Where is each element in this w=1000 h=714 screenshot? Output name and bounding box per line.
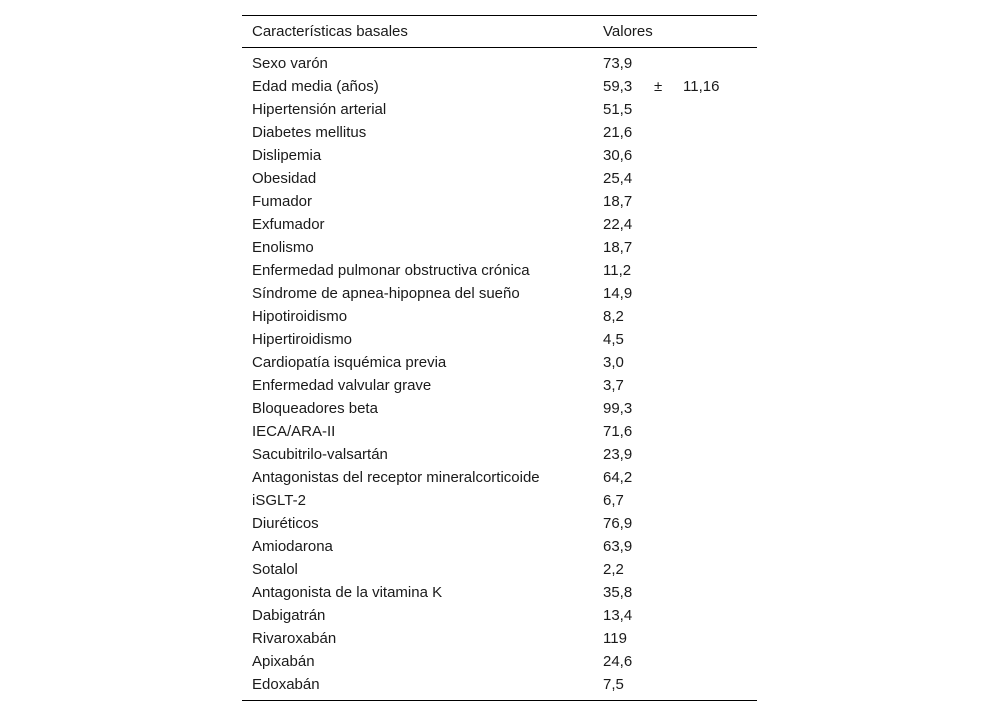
- row-label: Hipertiroidismo: [252, 331, 353, 348]
- row-label: Amiodarona: [252, 538, 333, 555]
- table-row: [242, 397, 757, 420]
- row-label: Hipotiroidismo: [252, 308, 348, 325]
- row-value: 23,9: [603, 446, 633, 463]
- table-row: [242, 144, 757, 167]
- table-header-row: [242, 16, 757, 47]
- row-value: 99,3: [603, 400, 633, 417]
- row-value: 25,4: [603, 170, 633, 187]
- table-row: [242, 236, 757, 259]
- row-value: 76,9: [603, 515, 633, 532]
- row-label: Enfermedad valvular grave: [252, 377, 432, 394]
- row-label: Enolismo: [252, 239, 314, 256]
- row-label: Exfumador: [252, 216, 325, 233]
- table-row: [242, 627, 757, 650]
- table-row: [242, 121, 757, 144]
- row-label: Síndrome de apnea-hipopnea del sueño: [252, 285, 520, 302]
- row-label: Hipertensión arterial: [252, 101, 387, 118]
- table-body: [242, 48, 757, 700]
- table-row: [242, 190, 757, 213]
- row-value: 35,8: [603, 584, 633, 601]
- row-label: Edoxabán: [252, 676, 320, 693]
- row-value: 3,7: [603, 377, 624, 394]
- row-value: 2,2: [603, 561, 624, 578]
- table-row: [242, 650, 757, 673]
- row-value: 4,5: [603, 331, 624, 348]
- row-value: 73,9: [603, 55, 633, 72]
- row-label: Apixabán: [252, 653, 315, 670]
- header-values: Valores: [603, 23, 653, 40]
- row-value: 30,6: [603, 147, 633, 164]
- row-label: iSGLT-2: [252, 492, 306, 509]
- row-value: 13,4: [603, 607, 633, 624]
- row-value: 14,9: [603, 285, 633, 302]
- row-value: 22,4: [603, 216, 633, 233]
- row-label: Dabigatrán: [252, 607, 326, 624]
- table-row: [242, 604, 757, 627]
- row-label: Bloqueadores beta: [252, 400, 378, 417]
- table-row: [242, 558, 757, 581]
- row-label: Fumador: [252, 193, 313, 210]
- row-value: 11,2: [603, 262, 632, 279]
- table-row: [242, 328, 757, 351]
- row-label: Sotalol: [252, 561, 298, 578]
- row-value: 51,5: [603, 101, 633, 118]
- table-row: [242, 167, 757, 190]
- row-value: 3,0: [603, 354, 624, 371]
- table-row: [242, 374, 757, 397]
- row-value: 18,7: [603, 193, 633, 210]
- table-row: [242, 466, 757, 489]
- row-value: 59,3: [603, 78, 633, 95]
- table-row: [242, 351, 757, 374]
- table-row: [242, 98, 757, 121]
- table-row: [242, 52, 757, 75]
- table-row: [242, 282, 757, 305]
- row-plus-minus: ±: [654, 78, 663, 95]
- table-row: [242, 443, 757, 466]
- row-label: Rivaroxabán: [252, 630, 337, 647]
- table-row: [242, 259, 757, 282]
- row-value: 7,5: [603, 676, 624, 693]
- row-label: IECA/ARA-II: [252, 423, 336, 440]
- row-label: Antagonistas del receptor mineralcorticoide: [252, 469, 540, 486]
- table-bottom-rule: [242, 700, 757, 701]
- row-value: 24,6: [603, 653, 633, 670]
- row-value: 71,6: [603, 423, 633, 440]
- table-row: [242, 489, 757, 512]
- row-label: Diabetes mellitus: [252, 124, 367, 141]
- row-value: 8,2: [603, 308, 624, 325]
- row-label: Diuréticos: [252, 515, 319, 532]
- row-value: 63,9: [603, 538, 633, 555]
- baseline-characteristics-table: [242, 15, 757, 701]
- table-row: [242, 305, 757, 328]
- table-row: [242, 420, 757, 443]
- row-label: Sacubitrilo-valsartán: [252, 446, 388, 463]
- table-row: [242, 512, 757, 535]
- row-value: 64,2: [603, 469, 633, 486]
- table-row: [242, 213, 757, 236]
- row-label: Antagonista de la vitamina K: [252, 584, 443, 601]
- row-label: Enfermedad pulmonar obstructiva crónica: [252, 262, 530, 279]
- row-value: 6,7: [603, 492, 624, 509]
- row-value: 18,7: [603, 239, 633, 256]
- row-label: Cardiopatía isquémica previa: [252, 354, 447, 371]
- row-value: 21,6: [603, 124, 633, 141]
- row-label: Obesidad: [252, 170, 317, 187]
- table-row: [242, 75, 757, 98]
- header-characteristics: Características basales: [252, 23, 408, 40]
- table-row: [242, 673, 757, 696]
- row-label: Sexo varón: [252, 55, 328, 72]
- row-label: Edad media (años): [252, 78, 379, 95]
- table-row: [242, 535, 757, 558]
- row-value: 119: [603, 630, 627, 647]
- row-label: Dislipemia: [252, 147, 322, 164]
- row-std-dev: 11,16: [683, 78, 720, 95]
- table-row: [242, 581, 757, 604]
